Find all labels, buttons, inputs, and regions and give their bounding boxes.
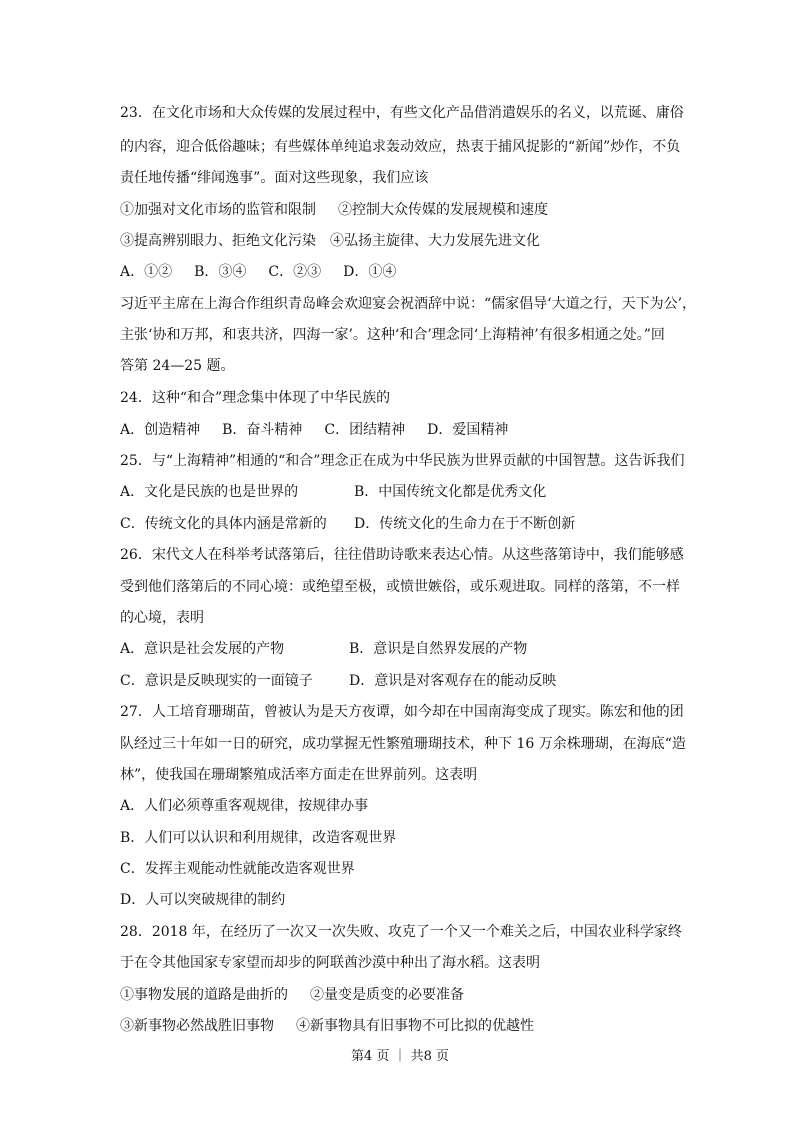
q26-stem-line-3: 的心境，表明 — [120, 610, 204, 626]
q23-items-row-2 — [120, 231, 540, 251]
q27-option-a: A．人们必须尊重客观规律，按规律办事 — [120, 798, 369, 814]
q24-option-b: B．奋斗精神 — [222, 422, 303, 438]
q28-item-2: ②量变是质变的必要准备 — [310, 987, 464, 1003]
q25-option-d: D．传统文化的生命力在于不断创新 — [354, 516, 576, 532]
material-line-3: 答第 24—25 题。 — [120, 358, 235, 374]
q24-option-c: C．团结精神 — [324, 422, 406, 438]
q26-stem-line-1: 26．宋代文人在科举考试落第后，往往借助诗歌来表达心情。从这些落第诗中，我们能够感 — [120, 547, 684, 563]
q28-item-4: ④新事物具有旧事物不可比拟的优越性 — [296, 1018, 534, 1034]
q24-option-a: A．创造精神 — [120, 422, 201, 438]
q27-stem-line-2: 队经过三十年如一日的研究，成功掌握无性繁殖珊瑚技术，种下 16 万余株珊瑚，在海底“造 — [120, 736, 686, 752]
q23-option-c: C．②③ — [268, 264, 322, 280]
q27-option-d: D．人可以突破规律的制约 — [120, 892, 286, 908]
q25-option-a: A．文化是民族的也是世界的 — [120, 484, 299, 500]
q23-item-4: ④弘扬主旋律、大力发展先进文化 — [330, 233, 540, 249]
q24-options — [120, 420, 508, 440]
q23-items-row-1 — [120, 200, 548, 220]
q26-option-c: C．意识是反映现实的一面镜子 — [120, 673, 313, 689]
q23-item-3: ③提高辨别眼力、拒绝文化污染 — [120, 233, 316, 249]
q24-stem: 24．这种“和合”理念集中体现了中华民族的 — [120, 390, 391, 406]
q25-option-c: C．传统文化的具体内涵是常新的 — [120, 516, 327, 532]
material-line-1: 习近平主席在上海合作组织青岛峰会欢迎宴会祝酒辞中说：“儒家倡导‘大道之行，天下为公’， — [120, 296, 697, 312]
q28-stem-line-2: 于在令其他国家专家望而却步的阿联酋沙漠中种出了海水稻。这表明 — [120, 955, 540, 971]
q28-stem-line-1: 28．2018 年，在经历了一次又一次失败、攻克了一个又一个难关之后，中国农业科学家终 — [120, 924, 682, 940]
q27-stem-line-3: 林”，使我国在珊瑚繁殖成活率方面走在世界前列。这表明 — [120, 767, 478, 783]
q27-option-c: C．发挥主观能动性就能改造客观世界 — [120, 861, 355, 877]
q28-item-3: ③新事物必然战胜旧事物 — [120, 1018, 274, 1034]
q27-stem-line-1: 27．人工培育珊瑚苗，曾被认为是天方夜谭，如今却在中国南海变成了现实。陈宏和他的团 — [120, 704, 684, 720]
q28-item-1: ①事物发展的道路是曲折的 — [120, 987, 288, 1003]
q23-item-1: ①加强对文化市场的监管和限制 — [120, 202, 316, 218]
page-footer: 第4 页 ｜ 共8 页 — [350, 1049, 450, 1064]
material-line-2: 主张‘协和万邦，和衷共济，四海一家’。这种‘和合’理念同‘上海精神’有很多相通之处。”回 — [120, 327, 665, 343]
q23-options — [120, 262, 396, 282]
q26-option-d: D．意识是对客观存在的能动反映 — [349, 673, 557, 689]
q26-option-b: B．意识是自然界发展的产物 — [349, 641, 528, 657]
q23-stem-line-2: 的内容，迎合低俗趣味；有些媒体单纯追求轰动效应，热衷于捕风捉影的“新闻”炒作，不负 — [120, 139, 681, 155]
q23-option-a: A．①② — [120, 264, 173, 280]
q28-items-row-1 — [120, 985, 464, 1005]
q27-option-b: B．人们可以认识和利用规律，改造客观世界 — [120, 830, 397, 846]
q23-stem-line-3: 责任地传播“绯闻逸事”。面对这些现象，我们应该 — [120, 170, 429, 186]
q24-option-d: D．爱国精神 — [427, 422, 509, 438]
q23-stem-line-1: 23．在文化市场和大众传媒的发展过程中，有些文化产品借消遣娱乐的名义，以荒诞、庸俗 — [120, 105, 684, 121]
q25-option-b: B．中国传统文化都是优秀文化 — [354, 484, 547, 500]
q25-stem: 25．与“上海精神”相通的“和合”理念正在成为中华民族为世界贡献的中国智慧。这告诉我们 — [120, 453, 685, 469]
q23-item-2: ②控制大众传媒的发展规模和速度 — [338, 202, 548, 218]
q23-option-b: B．③④ — [194, 264, 247, 280]
q26-stem-line-2: 受到他们落第后的不同心境：或绝望至极，或愤世嫉俗，或乐观进取。同样的落第，不一样 — [120, 579, 680, 595]
q28-items-row-2 — [120, 1016, 534, 1036]
q23-option-d: D．①④ — [343, 264, 397, 280]
q26-option-a: A．意识是社会发展的产物 — [120, 641, 285, 657]
